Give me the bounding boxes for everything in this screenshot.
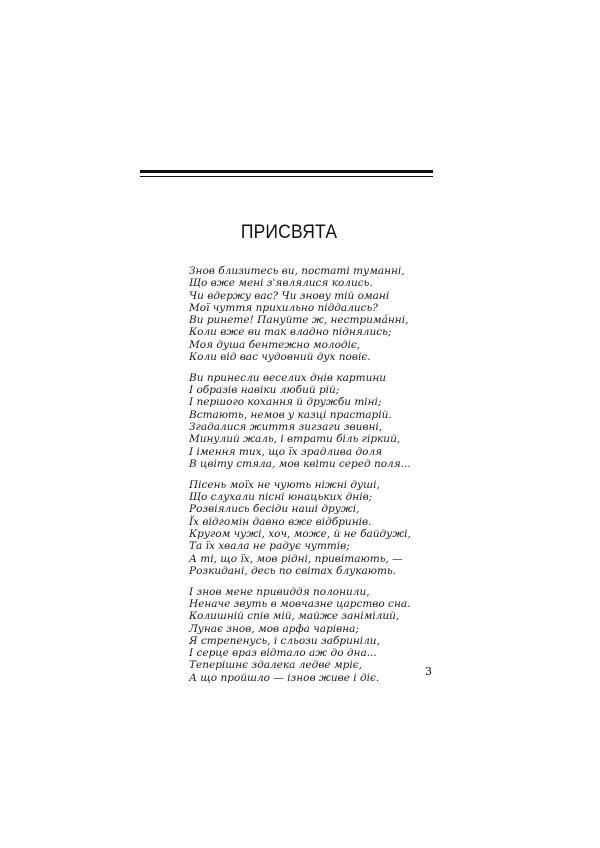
poem-line: Що вже мені з'являлися колись. [189, 277, 373, 290]
poem-line: Та їх хвала не радує чуттів; [189, 540, 350, 553]
stanza-1 [189, 265, 439, 363]
poem-line: Коли від вас чудовний дух повіє. [189, 351, 371, 364]
header-rule-thin [140, 176, 433, 177]
poem-line: Чи вдержу вас? Чи знову тій омані [189, 289, 390, 302]
poem-line: Колишній спів мій, майже занімілий, [189, 610, 400, 623]
poem-line: І знов мене привиддя полонили, [189, 585, 370, 598]
stanza-2 [189, 372, 439, 470]
poem-line: А що пройшло — ізнов живе і діє. [189, 671, 380, 684]
poem-line: Мої чуття прихильно піддались? [189, 301, 378, 314]
poem-line: І образів навіки любий рій; [189, 384, 340, 397]
poem-line: Що слухали пісні юнацьких днів; [189, 491, 373, 504]
poem-line: Кругом чужі, хоч, може, й не байдужі, [189, 527, 411, 540]
poem-title: ПРИСВЯТА [240, 222, 338, 243]
poem-line: Пісень моїх не чують ніжні душі, [189, 478, 380, 491]
header-rule-thick [140, 170, 433, 173]
page-number: 3 [425, 665, 432, 678]
poem-line: І серце враз відтало аж до дна... [189, 647, 377, 660]
poem-line: І першого кохання й дружби тіні; [189, 396, 382, 409]
poem-line: Минулий жаль, і втрати біль гіркий, [189, 433, 401, 446]
poem-line: Моя душа бентежно молодіє, [189, 338, 361, 351]
poem-line: Ви ринете! Пануйте ж, нестримáнні, [189, 314, 409, 327]
poem-line: А ті, що їх, мов рідні, привітають, — [189, 552, 403, 565]
poem-line: Я стрепенусь, і сльози забриніли, [189, 634, 380, 647]
poem-line: Ви принесли веселих днів картини [189, 371, 387, 384]
poem-line: Неначе звуть в мовчазне царство сна. [189, 597, 411, 610]
poem-line: Розвіялись бесіди наші дружі, [189, 503, 360, 516]
poem-line: Теперішнє здалека ледве мріє, [189, 659, 362, 672]
stanza-4 [189, 586, 439, 684]
poem-line: Знов близитесь ви, постаті туманні, [189, 265, 405, 277]
poem-line: Коли вже ви так владно піднялись; [189, 326, 392, 339]
poem-line: Встають, немов у казці прастарій. [189, 408, 392, 421]
poem-line: В цвіту стяла, мов квіти серед поля... [189, 457, 411, 470]
poem-line: Згадалися життя зигзаги звивні, [189, 421, 383, 434]
poem-body [189, 265, 439, 693]
poem-line: І імення тих, що їх зрадлива доля [189, 445, 383, 458]
poem-line: Лунає знов, мов арфа чарівна; [189, 622, 359, 635]
poem-line: Розкидані, десь по світах блукають. [189, 564, 397, 577]
poem-line: Їх відгомін давно вже відбринів. [189, 515, 372, 528]
stanza-3 [189, 479, 439, 577]
